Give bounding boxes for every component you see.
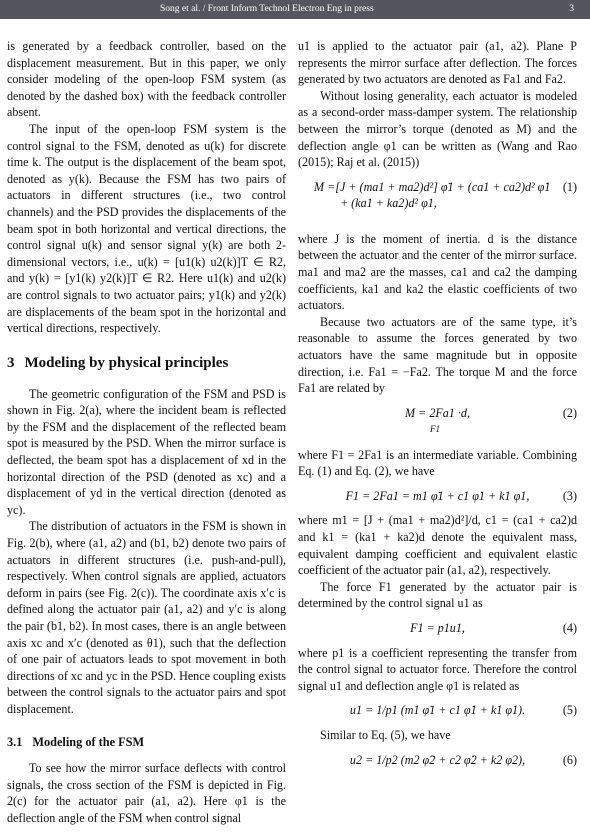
paragraph: Because two actuators are of the same type, it’s reasonable to assume the forces generated by two actuators have the same magnitude but in opposite direction, i.e. Fa1 = −Fa2. The torque M and the force Fa1 are related by bbox=[298, 314, 577, 396]
paragraph: To see how the mirror surface deflects with control signals, the cross section of the FSM is depicted in Fig. 2(c) for the actuator pair (a1, a2). Here φ1 is the deflection angle of the FSM when control signal bbox=[7, 761, 286, 825]
equation-number: (5) bbox=[562, 703, 577, 718]
paragraph: where m1 = [J + (ma1 + ma2)d²]/d, c1 = (ca1 + ca2)d and k1 = (ka1 + ka2)d denote the equivalent mass, equivalent damping coefficient and equivalent elastic coefficient of the actuator pair (a1, a2), respectively. bbox=[298, 513, 577, 578]
left-column bbox=[7, 38, 286, 827]
paragraph: Without losing generality, each actuator is modeled as a second-order mass-damper system. The relationship between the mirror’s torque (denoted as M) and the deflection angle φ1 can be written as (Wang and Rao (2015); Raj et al. (2015)) bbox=[298, 88, 577, 170]
equation-number: (4) bbox=[562, 621, 577, 636]
equation-1-line-1: M =[J + (ma1 + ma2)d²] φ̈1 + (ca1 + ca2)d² φ̇1 bbox=[314, 179, 551, 194]
section-title: Modeling by physical principles bbox=[24, 354, 229, 371]
paragraph: The distribution of actuators in the FSM is shown in Fig. 2(b), where (a1, a2) and (b1, b2) denote two pairs of actuators in different structures (i.e. push-and-pull), respectively. When control signals are applied, actuators deform in pairs (see Fig. 2(c)). The coordinate axis x′c is defined along the actuator pair (a1, a2) and y′c is along the pair (b1, b2). In most cases, there is an angle between axis xc and x′c (denoted as θ1), such that the deflection of one pair of actuators leads to spot movement in both directions of xc and yc in the PSD. Hence coupling exists between the control signals to the actuator pairs and spot displacement. bbox=[7, 519, 286, 716]
running-header bbox=[0, 0, 590, 19]
paragraph: u1 is applied to the actuator pair (a1, a2). Plane P represents the mirror surface after deflection. The forces generated by two actuators are denoted as Fa1 and Fa2. bbox=[298, 39, 577, 87]
header-title: Song et al. / Front Inform Technol Electron Eng in press bbox=[160, 4, 374, 14]
right-column bbox=[298, 38, 577, 776]
equation-1 bbox=[298, 179, 577, 223]
underbrace-label: F1 bbox=[430, 423, 440, 434]
paragraph: The force F1 generated by the actuator pair is determined by the control signal u1 as bbox=[298, 579, 577, 611]
paragraph: Similar to Eq. (5), we have bbox=[320, 728, 451, 742]
equation-number: (2) bbox=[562, 405, 577, 420]
equation-5-body: u1 = 1/p1 (m1 φ̈1 + c1 φ̇1 + k1 φ1). bbox=[349, 703, 526, 718]
paragraph: is generated by a feedback controller, based on the displacement measurement. But in this paper, we only consider modeling of the open-loop FSM system (as denoted by the dashed box) with the feedback controller absent. bbox=[7, 39, 286, 120]
section-number: 3 bbox=[7, 354, 15, 371]
equation-number: (1) bbox=[562, 179, 577, 194]
paragraph: The input of the open-loop FSM system is the control signal to the FSM, denoted as u(k) for discrete time k. The output is the displacement of the beam spot, denoted as y(k). Because the FSM has two pairs of actuators in different structures (i.e., two control channels) and the PSD provides the displacements of the beam spot in both horizontal and vertical directions, the control signal u(k) and sensor signal y(k) are both 2-dimensional vectors, i.e., u(k) = [u1(k) u2(k)]T ∈ R2, and y(k) = [y1(k) y2(k)]T ∈ R2. Here u1(k) and u2(k) are control signals to two actuator pairs; y1(k) and y2(k) are displacements of the beam spot in the horizontal and vertical directions, respectively. bbox=[7, 121, 286, 336]
equation-3 bbox=[298, 488, 577, 505]
paragraph: where p1 is a coefficient representing the transfer from the control signal to actuator force. Therefore the control signal u1 and deflection angle φ1 is related as bbox=[298, 645, 577, 693]
paragraph: The geometric configuration of the FSM and PSD is shown in Fig. 2(a), where the incident beam is reflected by the FSM and the displacement of the reflected beam spot is measured by the PSD. When the mirror surface is deflected, the beam spot has a displacement of xd in the horizontal direction of the PSD (denoted as xc) and a displacement of yd in the vertical direction (denoted as yc). bbox=[7, 386, 286, 517]
equation-6-body: u2 = 1/p2 (m2 φ̈2 + c2 φ̇2 + k2 φ2), bbox=[349, 752, 526, 767]
subsection-heading bbox=[7, 734, 286, 751]
equation-4-body: F1 = p1u1, bbox=[410, 621, 465, 636]
paragraph: where F1 = 2Fa1 is an intermediate variable. Combining Eq. (1) and Eq. (2), we have bbox=[298, 447, 577, 479]
subsection-title: Modeling of the FSM bbox=[32, 734, 145, 749]
equation-number: (6) bbox=[562, 752, 577, 767]
paragraph: where J is the moment of inertia. d is the distance between the actuator and the center of the mirror surface. ma1 and ma2 are the masses, ca1 and ca2 the damping coefficients, ka1 and ka2 the elastic coefficients of two actuators. bbox=[298, 231, 577, 313]
equation-6 bbox=[298, 752, 577, 769]
equation-1-line-2: + (ka1 + ka2)d² φ1, bbox=[340, 196, 437, 211]
equation-2-body: M = 2Fa1 ·d, bbox=[405, 405, 470, 420]
equation-number: (3) bbox=[562, 488, 577, 503]
subsection-number: 3.1 bbox=[7, 734, 23, 749]
equation-4 bbox=[298, 620, 577, 637]
page-number: 3 bbox=[569, 4, 574, 14]
section-heading bbox=[7, 354, 286, 373]
equation-3-body: F1 = 2Fa1 = m1 φ̈1 + c1 φ̇1 + k1 φ1, bbox=[345, 488, 530, 503]
equation-5 bbox=[298, 702, 577, 719]
equation-2 bbox=[298, 405, 577, 439]
